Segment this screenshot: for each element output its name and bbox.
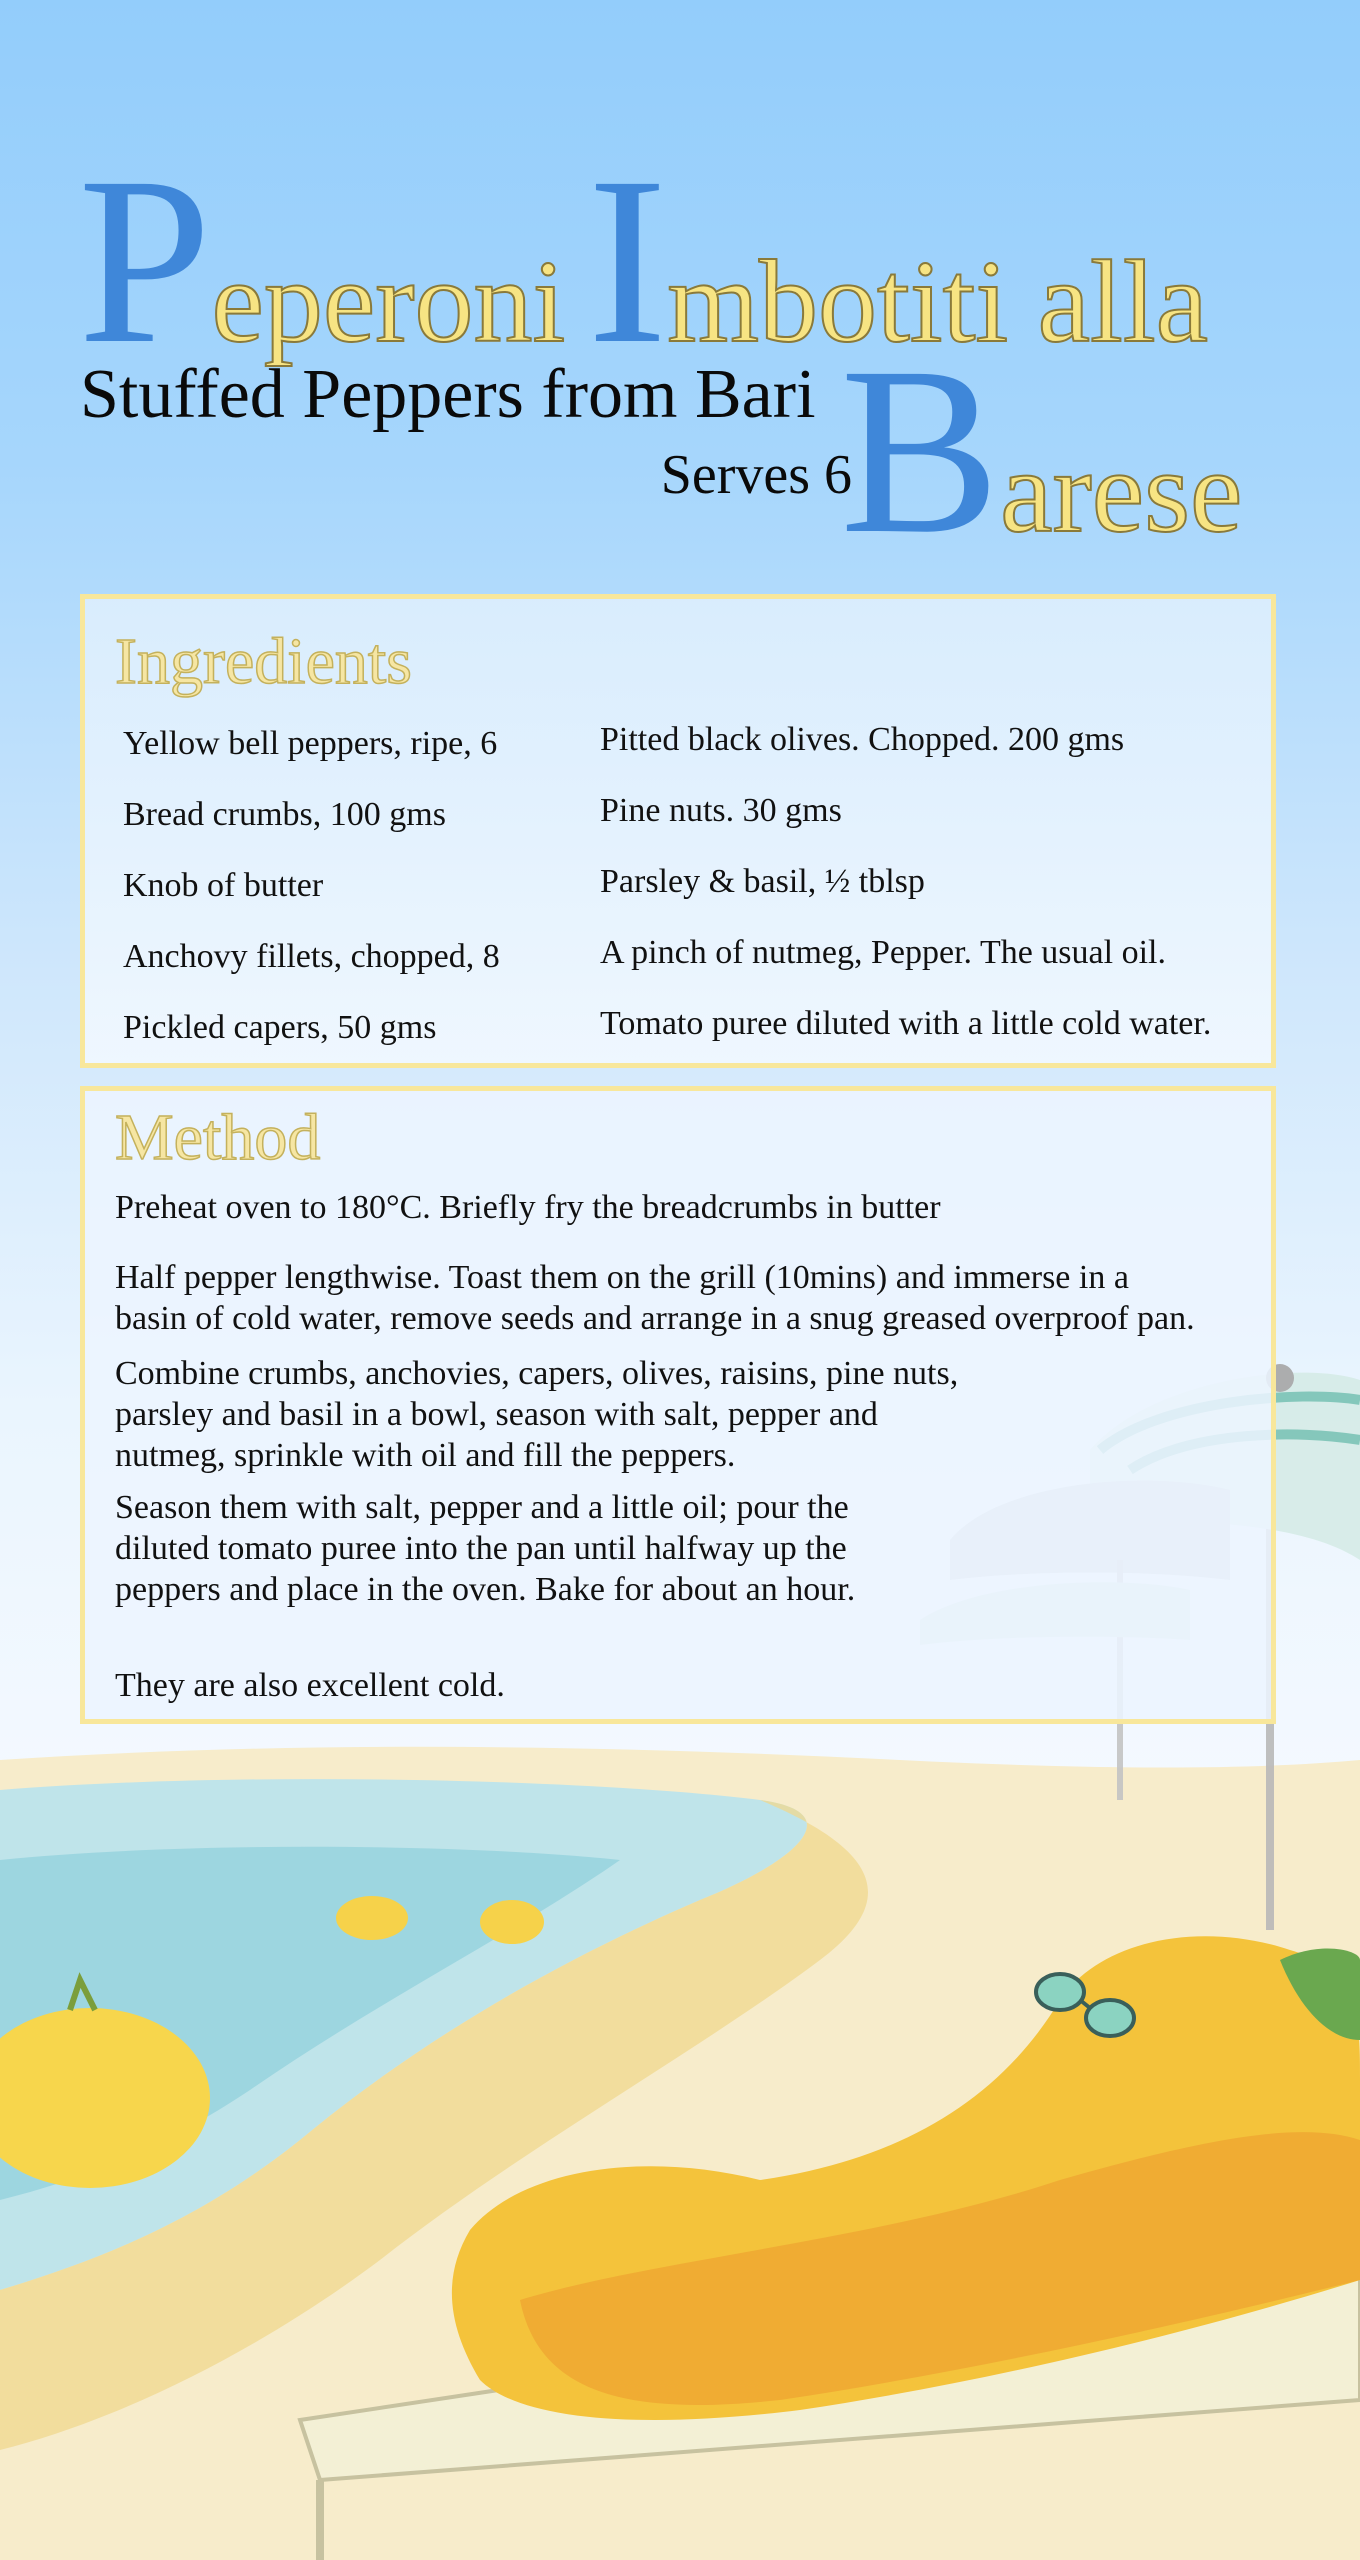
sunglasses-icon <box>1036 1974 1134 2036</box>
title-initial-b: B <box>840 317 1001 583</box>
ingredient-item: Parsley & basil, ½ tblsp <box>600 863 925 900</box>
floating-pepper-2 <box>480 1900 544 1944</box>
ingredient-item: Pine nuts. 30 gms <box>600 792 842 829</box>
ingredients-heading: Ingredients <box>115 625 412 698</box>
ingredient-item: A pinch of nutmeg, Pepper. The usual oil. <box>600 934 1166 971</box>
title-initial-p: P <box>78 127 212 393</box>
title-word-peperoni: eperoni <box>211 236 566 367</box>
ingredient-item: Knob of butter <box>123 867 324 904</box>
sand-area <box>0 1747 1360 2560</box>
sunbathing-pepper <box>300 1936 1360 2560</box>
title-word-barese: arese <box>1000 426 1243 557</box>
servings-label: Serves 6 <box>660 444 852 506</box>
method-heading: Method <box>115 1101 321 1174</box>
title-word-imbotiti: mbotiti alla <box>667 236 1208 367</box>
ingredients-panel <box>80 594 1276 1068</box>
method-step-5: They are also excellent cold. <box>115 1667 505 1704</box>
ingredient-item: Yellow bell peppers, ripe, 6 <box>123 725 498 762</box>
ingredient-item: Anchovy fillets, chopped, 8 <box>123 938 500 975</box>
method-panel <box>80 1086 1276 1724</box>
recipe-title-line-2 <box>840 317 1243 583</box>
sea-deep <box>0 1847 620 2200</box>
recipe-subtitle: Stuffed Peppers from Bari <box>80 356 816 433</box>
floating-pepper-1 <box>336 1896 408 1940</box>
method-step-4: Season them with salt, pepper and a little oil; pour the diluted tomato puree into the pan until halfway up the peppers and place in the oven. Bake for about an hour. <box>115 1489 856 1608</box>
method-step-2: Half pepper lengthwise. Toast them on the grill (10mins) and immerse in a basin of cold water, remove seeds and arrange in a snug greased overproof pan. <box>115 1259 1195 1337</box>
ingredient-item: Pitted black olives. Chopped. 200 gms <box>600 721 1125 758</box>
deckchair <box>300 2260 1360 2480</box>
sea-area <box>0 1779 807 2290</box>
ingredient-item: Tomato puree diluted with a little cold water. <box>600 1005 1212 1042</box>
title-initial-i: I <box>587 127 668 393</box>
ingredient-item: Pickled capers, 50 gms <box>123 1009 437 1046</box>
ingredient-item: Bread crumbs, 100 gms <box>123 796 446 833</box>
method-step-1: Preheat oven to 180°C. Briefly fry the breadcrumbs in butter <box>115 1189 941 1226</box>
pepper-on-shore <box>0 2008 210 2188</box>
shore-line <box>0 1800 868 2450</box>
method-step-3: Combine crumbs, anchovies, capers, olives, raisins, pine nuts, parsley and basil in a bowl, season with salt, pepper and nutmeg, sprinkle with oil and fill the peppers. <box>115 1355 959 1474</box>
